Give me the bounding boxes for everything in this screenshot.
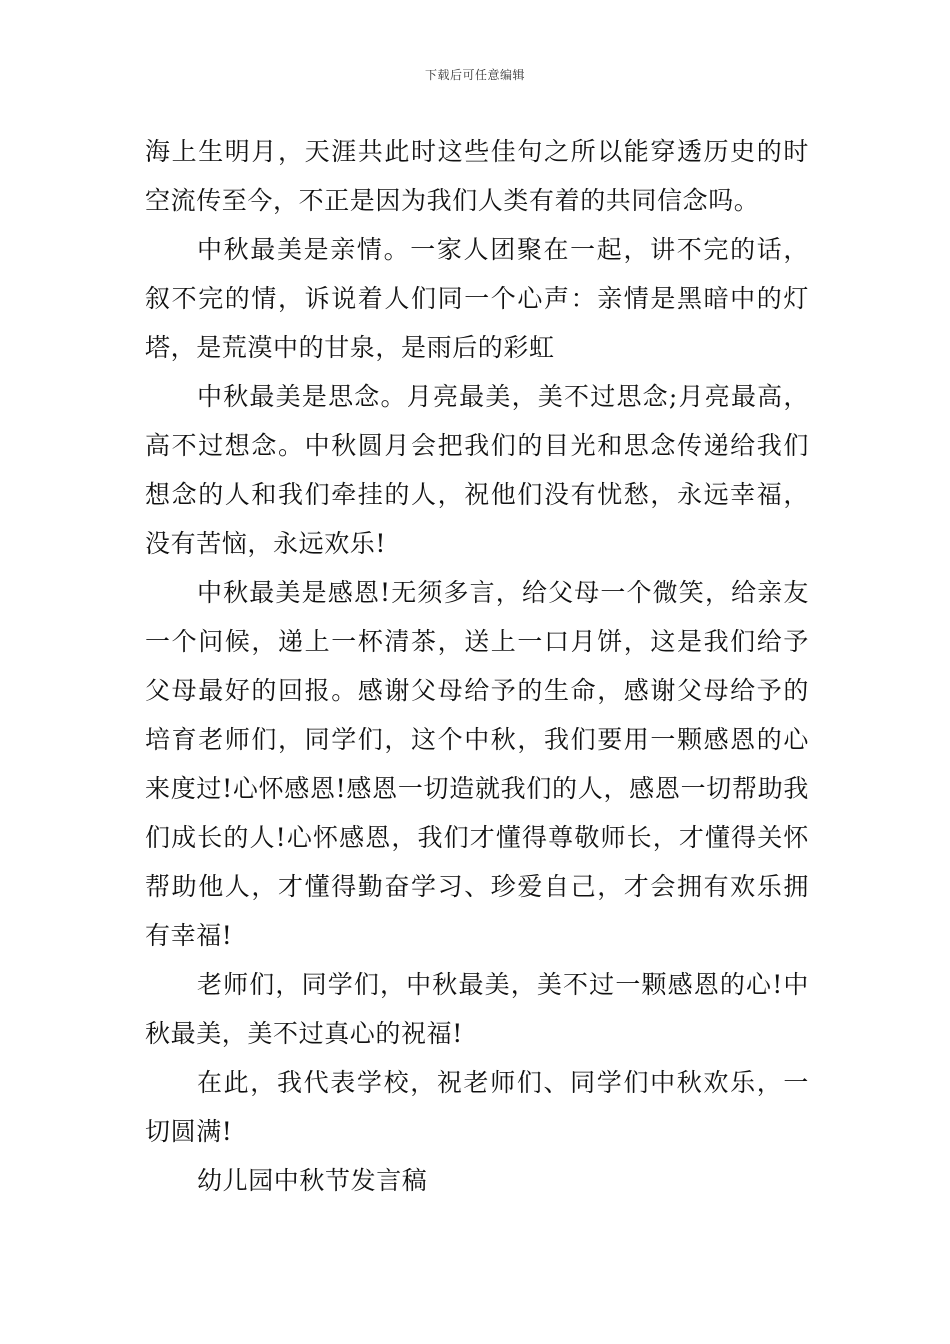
paragraph-3: 中秋最美是思念。月亮最美，美不过思念;月亮最高，高不过想念。中秋圆月会把我们的目光和思念传递给我们想念的人和我们牵挂的人，祝他们没有忧愁，永远幸福，没有苦恼，永远欢乐! [145,382,809,558]
document-body [145,127,809,1205]
paragraph-6: 在此，我代表学校，祝老师们、同学们中秋欢乐，一切圆满! [145,1068,809,1146]
header-note: 下载后可任意编辑 [424,68,525,82]
section-title: 幼儿园中秋节发言稿 [197,1166,428,1195]
paragraph-2: 中秋最美是亲情。一家人团聚在一起，讲不完的话，叙不完的情，诉说着人们同一个心声：亲情是黑暗中的灯塔，是荒漠中的甘泉，是雨后的彩虹 [145,235,809,362]
paragraph-4: 中秋最美是感恩!无须多言，给父母一个微笑，给亲友一个问候，递上一杯清茶，送上一口月饼，这是我们给予父母最好的回报。感谢父母给予的生命，感谢父母给予的培育老师们，同学们，这个中秋，我们要用一颗感恩的心来度过!心怀感恩!感恩一切造就我们的人，感恩一切帮助我们成长的人!心怀感恩，我们才懂得尊敬师长，才懂得关怀帮助他人，才懂得勤奋学习、珍爱自己，才会拥有欢乐拥有幸福! [145,578,809,950]
paragraph-1: 海上生明月，天涯共此时这些佳句之所以能穿透历史的时空流传至今，不正是因为我们人类有着的共同信念吗。 [145,137,809,215]
paragraph-5: 老师们，同学们，中秋最美，美不过一颗感恩的心!中秋最美，美不过真心的祝福! [145,970,809,1048]
